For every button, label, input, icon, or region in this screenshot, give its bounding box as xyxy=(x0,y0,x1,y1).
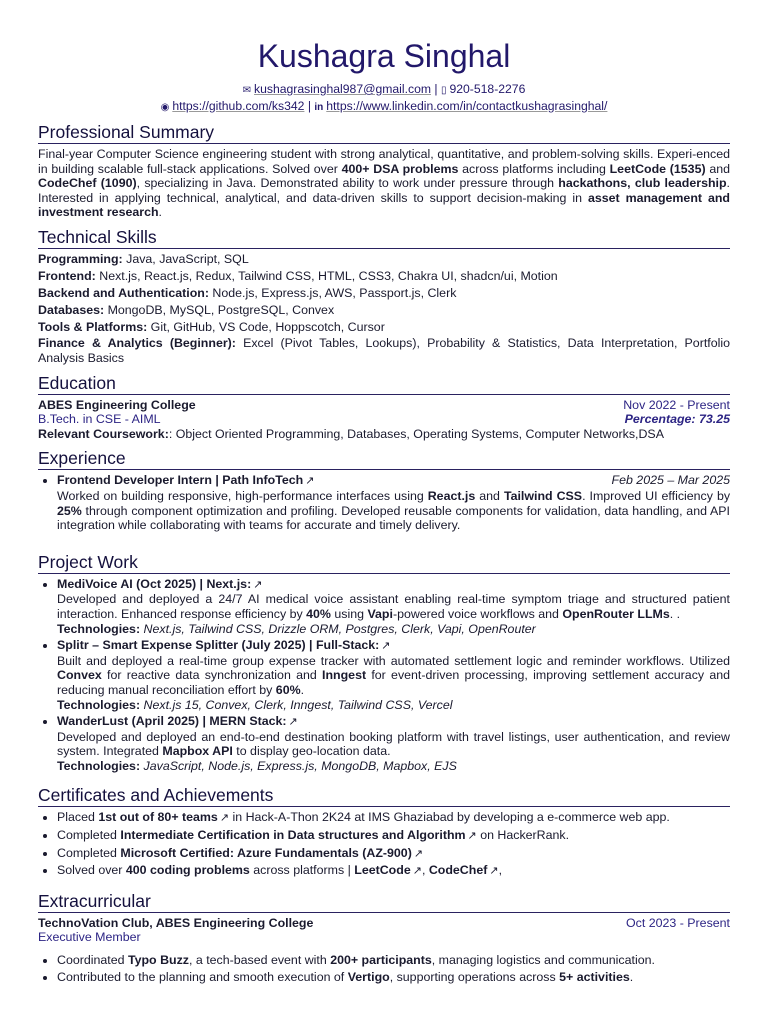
tech-label: Technologies: xyxy=(57,758,141,773)
bold-text: Convex xyxy=(57,668,102,683)
text: Developed and deployed an end-to-end destination booking platform with travel listings, user authentication, and review system. Integrated xyxy=(57,729,730,759)
contact-line-1 xyxy=(38,82,730,99)
text: and xyxy=(475,488,504,503)
education-row xyxy=(38,398,730,413)
summary-text xyxy=(38,147,730,220)
tech-value: Next.js, Tailwind CSS, Drizzle ORM, Postgres, Clerk, Vapi, OpenRouter xyxy=(143,621,536,636)
tech-value: Next.js 15, Convex, Clerk, Inngest, Tailwind CSS, Vercel xyxy=(143,697,453,712)
text: and xyxy=(705,161,730,176)
text: , xyxy=(421,863,429,878)
bold-text: 25% xyxy=(57,503,82,518)
project-list xyxy=(38,577,730,774)
external-link-icon[interactable]: ↗ xyxy=(381,640,391,653)
leetcode-link[interactable]: LeetCode xyxy=(354,863,411,878)
certificates-section xyxy=(38,785,730,878)
external-link-icon[interactable]: ↗ xyxy=(413,847,424,860)
degree: B.Tech. in CSE - AIML xyxy=(38,412,161,427)
project-item xyxy=(57,577,730,636)
bold-text: Tailwind CSS xyxy=(503,488,583,503)
external-link-icon[interactable]: ↗ xyxy=(288,716,298,729)
bold-text: 40% xyxy=(306,606,331,621)
bold-text: hackathons, club leadership xyxy=(558,176,727,191)
skill-label: Backend and Authentication: xyxy=(38,285,209,300)
text: . xyxy=(300,682,305,697)
separator: | xyxy=(307,98,311,113)
text: , supporting operations across xyxy=(389,969,560,984)
phone-number: 920-518-2276 xyxy=(449,82,526,96)
section-title: Technical Skills xyxy=(38,227,730,249)
skill-row xyxy=(38,269,730,284)
text: . Interested in applying technical, analytical, and data-driven skills to support decision-making in xyxy=(38,176,730,205)
bold-text: 400 coding problems xyxy=(125,863,250,878)
school-name: ABES Engineering College xyxy=(38,397,196,412)
text: Developed and deployed a 24/7 AI medical voice assistant enabling real-time symptom triage and structured patient interaction. Enhanced response efficiency by xyxy=(57,592,730,621)
github-link[interactable]: https://github.com/ks342 xyxy=(172,98,305,113)
project-name: MediVoice AI (Oct 2025) | Next.js: xyxy=(57,576,252,591)
skill-value: Next.js, React.js, Redux, Tailwind CSS, HTML, CSS3, Chakra UI, shadcn/ui, Motion xyxy=(95,268,558,283)
text: Final-year Computer Science engineering student with strong analytical, quantitative, and problem-solving skills. Experi-enced in building scalable full-stack applications. Solved over xyxy=(38,147,730,176)
coursework-label: Relevant Coursework: xyxy=(38,426,169,441)
education-section xyxy=(38,373,730,442)
text: Solved over xyxy=(57,863,126,878)
extra-list xyxy=(38,953,730,984)
section-title: Certificates and Achievements xyxy=(38,785,730,807)
external-link-icon[interactable]: ↗ xyxy=(305,475,315,488)
experience-section xyxy=(38,448,730,532)
candidate-name: Kushagra Singhal xyxy=(257,38,511,74)
text: Completed xyxy=(57,845,121,860)
certificate-item xyxy=(57,828,730,844)
text: Contributed to the planning and smooth execution of xyxy=(57,969,348,984)
email-link[interactable]: kushagrasinghal987@gmail.com xyxy=(254,82,431,96)
project-tech xyxy=(57,622,730,637)
experience-list xyxy=(38,473,730,532)
contact-line-2 xyxy=(38,99,730,116)
text: . xyxy=(629,969,634,984)
extracurricular-section xyxy=(38,891,730,984)
certificate-item xyxy=(57,810,730,826)
skill-value: MongoDB, MySQL, PostgreSQL, Convex xyxy=(104,302,335,317)
text: Completed xyxy=(57,828,121,843)
bold-text: Vertigo xyxy=(347,969,390,984)
section-title: Extracurricular xyxy=(38,891,730,913)
skill-row xyxy=(38,286,730,301)
projects-section xyxy=(38,552,730,774)
github-icon: ◉ xyxy=(160,101,170,113)
external-link-icon[interactable]: ↗ xyxy=(412,865,422,878)
text: for event-driven processing, improving settlement accuracy and reducing manual reconciliation effort by xyxy=(57,668,731,697)
bold-text: Vapi xyxy=(367,606,393,621)
text: , specializing in Java. Demonstrated ability to work under pressure through xyxy=(136,176,559,191)
bold-text: Microsoft Certified: Azure Fundamentals (AZ-900) xyxy=(120,845,412,860)
certificate-item xyxy=(57,863,730,879)
text: in Hack-A-Thon 2K24 at IMS Ghaziabad by developing a e-commerce web app. xyxy=(229,810,670,825)
skill-label: Databases: xyxy=(38,302,105,317)
extra-dates: Oct 2023 - Present xyxy=(626,915,730,930)
text: through component optimization and profiling. Developed reusable components for validation, data handling, and API integration while collaborating with teams for accurate and timely delivery. xyxy=(57,503,730,533)
project-desc xyxy=(57,592,730,621)
text: , xyxy=(498,863,503,878)
education-dates: Nov 2022 - Present xyxy=(623,397,730,412)
bold-text: Typo Buzz xyxy=(127,953,189,968)
project-name: Splitr – Smart Expense Splitter (July 2025) | Full-Stack: xyxy=(57,638,380,653)
extra-item xyxy=(57,970,730,985)
club-role: Executive Member xyxy=(38,930,141,945)
codechef-link[interactable]: CodeChef xyxy=(428,863,488,878)
bold-text: Inngest xyxy=(322,668,367,683)
skill-label: Programming: xyxy=(38,251,123,266)
experience-role: Frontend Developer Intern | Path InfoTech xyxy=(57,473,304,488)
tech-label: Technologies: xyxy=(57,697,141,712)
resume-page xyxy=(38,0,730,984)
text: Built and deployed a real-time group expense tracker with automated settlement logic and reminder workflows. Utilized xyxy=(57,653,730,668)
experience-header xyxy=(57,473,730,489)
degree-row xyxy=(38,412,730,427)
skill-row xyxy=(38,303,730,318)
tech-value: JavaScript, Node.js, Express.js, MongoDB, Mapbox, EJS xyxy=(143,758,457,773)
bold-text: 5+ activities xyxy=(559,969,630,984)
summary-section xyxy=(38,122,730,220)
text: Worked on building responsive, high-performance interfaces using xyxy=(57,488,428,503)
extra-item xyxy=(57,953,730,968)
bold-text: Mapbox API xyxy=(162,744,233,759)
text: -powered voice workflows and xyxy=(392,606,563,621)
project-tech xyxy=(57,698,730,713)
certificate-item xyxy=(57,846,730,862)
external-link-icon[interactable]: ↗ xyxy=(489,865,499,878)
project-desc xyxy=(57,730,730,759)
project-desc xyxy=(57,654,730,698)
coursework-value: : Object Oriented Programming, Databases, Operating Systems, Computer Networks,DSA xyxy=(168,426,664,441)
external-link-icon[interactable]: ↗ xyxy=(467,830,477,843)
skill-label: Frontend: xyxy=(38,268,96,283)
project-tech xyxy=(57,759,730,774)
text: , managing logistics and communication. xyxy=(431,953,655,968)
text: across platforms including xyxy=(458,161,610,176)
text: Coordinated xyxy=(57,953,128,968)
external-link-icon[interactable]: ↗ xyxy=(253,578,263,591)
text: for reactive data synchronization and xyxy=(101,668,323,683)
skill-value: Excel (Pivot Tables, Lookups), Probability & Statistics, Data Interpretation, Portfolio Analysis Basics xyxy=(38,336,731,366)
skill-label: Tools & Platforms: xyxy=(38,319,148,334)
section-title: Project Work xyxy=(38,552,730,574)
text: using xyxy=(330,606,368,621)
text: . xyxy=(158,205,162,220)
project-name: WanderLust (April 2025) | MERN Stack: xyxy=(57,714,287,729)
skill-value: Git, GitHub, VS Code, Hoppscotch, Cursor xyxy=(147,319,385,334)
section-title: Professional Summary xyxy=(38,122,730,144)
spacer xyxy=(38,535,730,545)
separator: | xyxy=(434,82,438,96)
bold-text: OpenRouter LLMs xyxy=(562,606,670,621)
text: , a tech-based event with xyxy=(188,953,331,968)
club-name: TechnoVation Club, ABES Engineering College xyxy=(38,915,314,930)
extra-row xyxy=(38,916,730,931)
bold-text: 400+ DSA problems xyxy=(341,161,459,176)
skill-value: Node.js, Express.js, AWS, Passport.js, Clerk xyxy=(208,285,457,300)
bold-text: 60% xyxy=(275,682,301,697)
text: . . xyxy=(669,606,681,621)
certificate-list xyxy=(38,810,730,878)
text: across platforms | xyxy=(249,863,355,878)
bold-text: 200+ participants xyxy=(330,953,432,968)
percentage: Percentage: 73.25 xyxy=(624,412,730,427)
skill-row xyxy=(38,252,730,267)
skill-row xyxy=(38,336,730,365)
skill-row xyxy=(38,320,730,335)
experience-item xyxy=(57,473,730,532)
experience-desc xyxy=(57,489,730,533)
text: on HackerRank. xyxy=(476,828,570,843)
linkedin-icon: in xyxy=(314,101,324,113)
skill-value: Java, JavaScript, SQL xyxy=(122,251,249,266)
section-title: Experience xyxy=(38,448,730,470)
project-item xyxy=(57,638,730,712)
bold-text: asset management and investment research xyxy=(38,190,730,220)
bold-text: React.js xyxy=(427,488,476,503)
phone-icon: ▯ xyxy=(440,85,447,96)
tech-label: Technologies: xyxy=(57,621,141,636)
experience-dates: Feb 2025 – Mar 2025 xyxy=(611,473,730,488)
section-title: Education xyxy=(38,373,730,395)
text: to display geo-location data. xyxy=(232,744,391,759)
coursework xyxy=(38,427,730,442)
linkedin-link[interactable]: https://www.linkedin.com/in/contactkushagrasinghal/ xyxy=(326,98,608,113)
bold-text: CodeChef (1090) xyxy=(38,176,137,191)
project-item xyxy=(57,714,730,773)
bold-text: LeetCode (1535) xyxy=(609,161,706,176)
envelope-icon: ✉ xyxy=(242,85,251,96)
text: Placed xyxy=(57,810,99,825)
skill-label: Finance & Analytics (Beginner): xyxy=(38,336,236,351)
text: . Improved UI efficiency by xyxy=(582,488,731,503)
external-link-icon[interactable]: ↗ xyxy=(219,812,230,825)
skills-section xyxy=(38,227,730,366)
bold-text: 1st out of 80+ teams xyxy=(98,810,218,825)
bold-text: Intermediate Certification in Data structures and Algorithm xyxy=(120,828,466,843)
